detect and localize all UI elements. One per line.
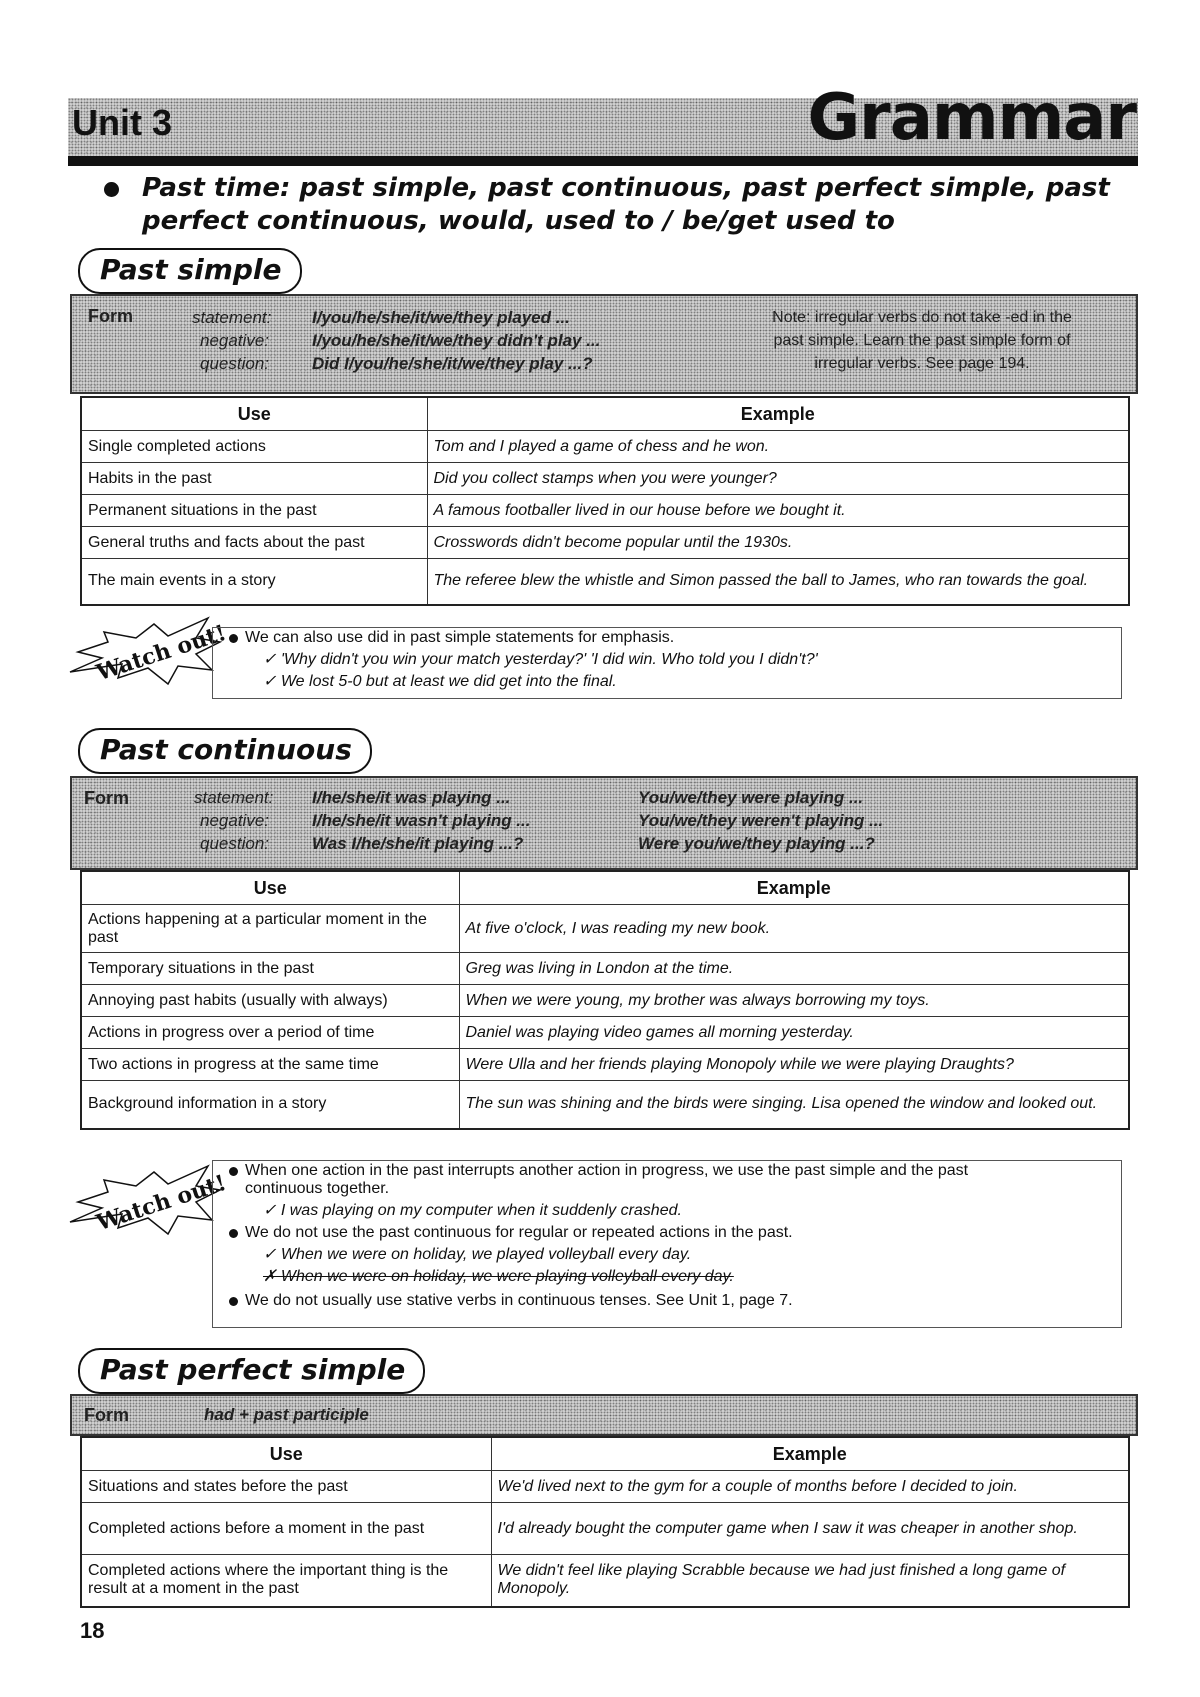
example-cell: Crosswords didn't become popular until the 1930s. [427, 527, 1129, 559]
watch-out-text: When one action in the past interrupts another action in progress, we use the past simple and the past [245, 1162, 969, 1179]
form-note: irregular verbs. See page 194. [814, 355, 1030, 372]
watch-out-text: We do not usually use stative verbs in continuous tenses. See Unit 1, page 7. [245, 1292, 793, 1309]
form-pattern: You/we/they were playing ... [638, 788, 864, 807]
example-cell: We'd lived next to the gym for a couple of months before I decided to join. [491, 1471, 1129, 1503]
topic-heading: Past time: past simple, past continuous, past perfect simple, past perfect continuous, would, used to / be/get used to [142, 173, 1110, 236]
use-cell: Two actions in progress at the same time [81, 1049, 459, 1081]
form-pattern: You/we/they weren't playing ... [638, 811, 884, 830]
header-rule [68, 156, 1138, 166]
past-perfect-simple-title: Past perfect simple [78, 1348, 425, 1394]
use-cell: Situations and states before the past [81, 1471, 491, 1503]
form-note: Note: irregular verbs do not take -ed in the [772, 309, 1072, 326]
form-pattern: had + past participle [204, 1405, 369, 1424]
form-kind: statement: [192, 308, 272, 327]
form-pattern: Was I/he/she/it playing ...? [312, 834, 524, 853]
form-pattern: Did I/you/he/she/it/we/they play ...? [312, 354, 593, 373]
example-cell: Greg was living in London at the time. [459, 953, 1129, 985]
example-cell: When we were young, my brother was always borrowing my toys. [459, 985, 1129, 1017]
watch-out-box [212, 1160, 1122, 1328]
use-header: Use [81, 871, 459, 905]
use-cell: Actions in progress over a period of time [81, 1017, 459, 1049]
past-continuous-title: Past continuous [78, 728, 372, 774]
example-cell: A famous footballer lived in our house before we bought it. [427, 495, 1129, 527]
form-label: Form [84, 1405, 129, 1425]
bullet-icon [229, 1229, 238, 1238]
example-cell: The referee blew the whistle and Simon passed the ball to James, who ran towards the goal. [427, 559, 1129, 605]
past-simple-form-box [70, 294, 1138, 394]
form-kind: question: [200, 834, 269, 853]
watch-out-box [212, 627, 1122, 699]
past-simple-title: Past simple [78, 248, 302, 294]
example-cell: Were Ulla and her friends playing Monopoly while we were playing Draughts? [459, 1049, 1129, 1081]
form-pattern: Were you/we/they playing ...? [638, 834, 875, 853]
watch-out-example: ✓ We lost 5-0 but at least we did get into the final. [263, 673, 617, 690]
watch-out-label: Watch out! [93, 619, 230, 687]
unit-label: Unit 3 [72, 102, 173, 143]
past-simple-table [80, 396, 1130, 606]
watch-out-example: ✓ I was playing on my computer when it suddenly crashed. [263, 1202, 682, 1219]
watch-out-text: We can also use did in past simple statements for emphasis. [245, 629, 675, 646]
form-kind: question: [200, 354, 269, 373]
example-cell: The sun was shining and the birds were singing. Lisa opened the window and looked out. [459, 1081, 1129, 1129]
form-pattern: I/he/she/it wasn't playing ... [312, 811, 531, 830]
past-continuous-form-box [70, 776, 1138, 870]
use-cell: Background information in a story [81, 1081, 459, 1129]
watch-out-text: continuous together. [245, 1180, 390, 1197]
watch-out-example: ✓ 'Why didn't you win your match yesterday?' 'I did win. Who told you I didn't?' [263, 651, 818, 668]
topic-bullet-icon [104, 182, 119, 197]
use-cell: Annoying past habits (usually with always) [81, 985, 459, 1017]
bullet-icon [229, 1297, 238, 1306]
form-label: Form [88, 306, 133, 326]
use-cell: Habits in the past [81, 463, 427, 495]
form-kind: negative: [200, 331, 269, 350]
section-title: Grammar [807, 81, 1136, 155]
example-header: Example [427, 397, 1129, 431]
form-pattern: I/you/he/she/it/we/they didn't play ... [312, 331, 601, 350]
past-perfect-simple-table [80, 1436, 1130, 1608]
form-kind: statement: [194, 788, 274, 807]
use-cell: Completed actions before a moment in the past [81, 1503, 491, 1555]
example-header: Example [459, 871, 1129, 905]
example-cell: We didn't feel like playing Scrabble because we had just finished a long game of Monopoly. [491, 1555, 1129, 1607]
watch-out-text: We do not use the past continuous for regular or repeated actions in the past. [245, 1224, 793, 1241]
watch-out-label: Watch out! [93, 1169, 230, 1237]
use-cell: Completed actions where the important thing is the result at a moment in the past [81, 1555, 491, 1607]
example-cell: At five o'clock, I was reading my new book. [459, 905, 1129, 953]
form-note: past simple. Learn the past simple form of [773, 332, 1071, 349]
example-cell: Daniel was playing video games all morning yesterday. [459, 1017, 1129, 1049]
bullet-icon [229, 634, 238, 643]
example-header: Example [491, 1437, 1129, 1471]
use-header: Use [81, 1437, 491, 1471]
use-cell: Single completed actions [81, 431, 427, 463]
form-pattern: I/he/she/it was playing ... [312, 788, 511, 807]
example-cell: Tom and I played a game of chess and he won. [427, 431, 1129, 463]
use-cell: Actions happening at a particular moment in the past [81, 905, 459, 953]
form-kind: negative: [200, 811, 269, 830]
bullet-icon [229, 1167, 238, 1176]
use-cell: Temporary situations in the past [81, 953, 459, 985]
use-header: Use [81, 397, 427, 431]
form-pattern: I/you/he/she/it/we/they played ... [312, 308, 570, 327]
watch-out-wrong-example: ✗ When we were on holiday, we were playing volleyball every day. [263, 1268, 734, 1285]
past-continuous-table [80, 870, 1130, 1130]
use-cell: Permanent situations in the past [81, 495, 427, 527]
page-number: 18 [80, 1618, 105, 1643]
past-perfect-form-box [70, 1394, 1138, 1436]
watch-out-example: ✓ When we were on holiday, we played volleyball every day. [263, 1246, 692, 1263]
use-cell: General truths and facts about the past [81, 527, 427, 559]
form-label: Form [84, 788, 129, 808]
example-cell: Did you collect stamps when you were younger? [427, 463, 1129, 495]
example-cell: I'd already bought the computer game when I saw it was cheaper in another shop. [491, 1503, 1129, 1555]
use-cell: The main events in a story [81, 559, 427, 605]
